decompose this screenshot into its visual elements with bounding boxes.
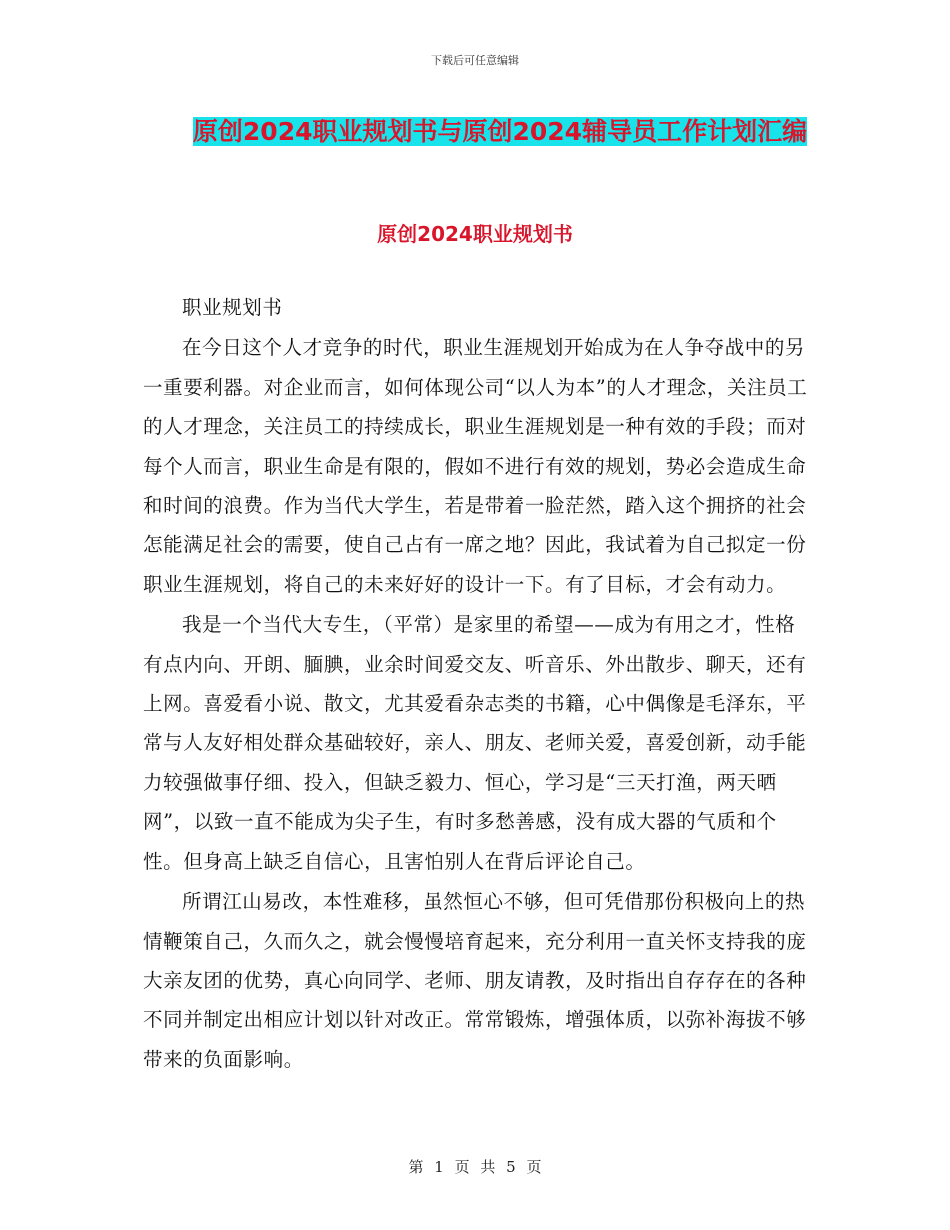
header-note: 下载后可任意编辑 [431,54,519,67]
page-footer: 第 1 页 共 5 页 [408,1158,542,1176]
paragraph: 所谓江山易改，本性难移，虽然恒心不够，但可凭借那份积极向上的热情鞭策自己，久而久之，就会慢慢培育起来，充分利用一直关怀支持我的庞大亲友团的优势，真心向同学、老师、朋友请教，及时指出自存存在的各种不同并制定出相应计划以针对改正。常常锻炼，增强体质，以弥补海拔不够带来的负面影响。 [143,890,807,1071]
section-title: 原创2024职业规划书 [377,222,573,246]
paragraph: 在今日这个人才竞争的时代，职业生涯规划开始成为在人争夺战中的另一重要利器。对企业而言，如何体现公司“以人为本”的人才理念，关注员工的人才理念，关注员工的持续成长，职业生涯规划是一种有效的手段；而对每个人而言，职业生命是有限的，假如不进行有效的规划，势必会造成生命和时间的浪费。作为当代大学生，若是带着一脸茫然，踏入这个拥挤的社会怎能满足社会的需要，使自己占有一席之地？因此，我试着为自己拟定一份职业生涯规划，将自己的未来好好的设计一下。有了目标，才会有动力。 [143,336,808,596]
document-title-text: 原创2024职业规划书与原创2024辅导员工作计划汇编 [192,117,808,146]
document-title [190,106,810,158]
body-text [143,288,808,1080]
paragraph: 我是一个当代大专生，（平常）是家里的希望——成为有用之才，性格有点内向、开朗、腼腆，业余时间爱交友、听音乐、外出散步、聊天，还有上网。喜爱看小说、散文，尤其爱看杂志类的书籍，心中偶像是毛泽东，平常与人友好相处群众基础较好，亲人、朋友、老师关爱，喜爱创新，动手能力较强做事仔细、投入，但缺乏毅力、恒心，学习是“三天打渔，两天晒网”，以致一直不能成为尖子生，有时多愁善感，没有成大器的气质和个性。但身高上缺乏自信心，且害怕别人在背后评论自己。 [143,613,807,873]
paragraph: 职业规划书 [182,296,283,319]
